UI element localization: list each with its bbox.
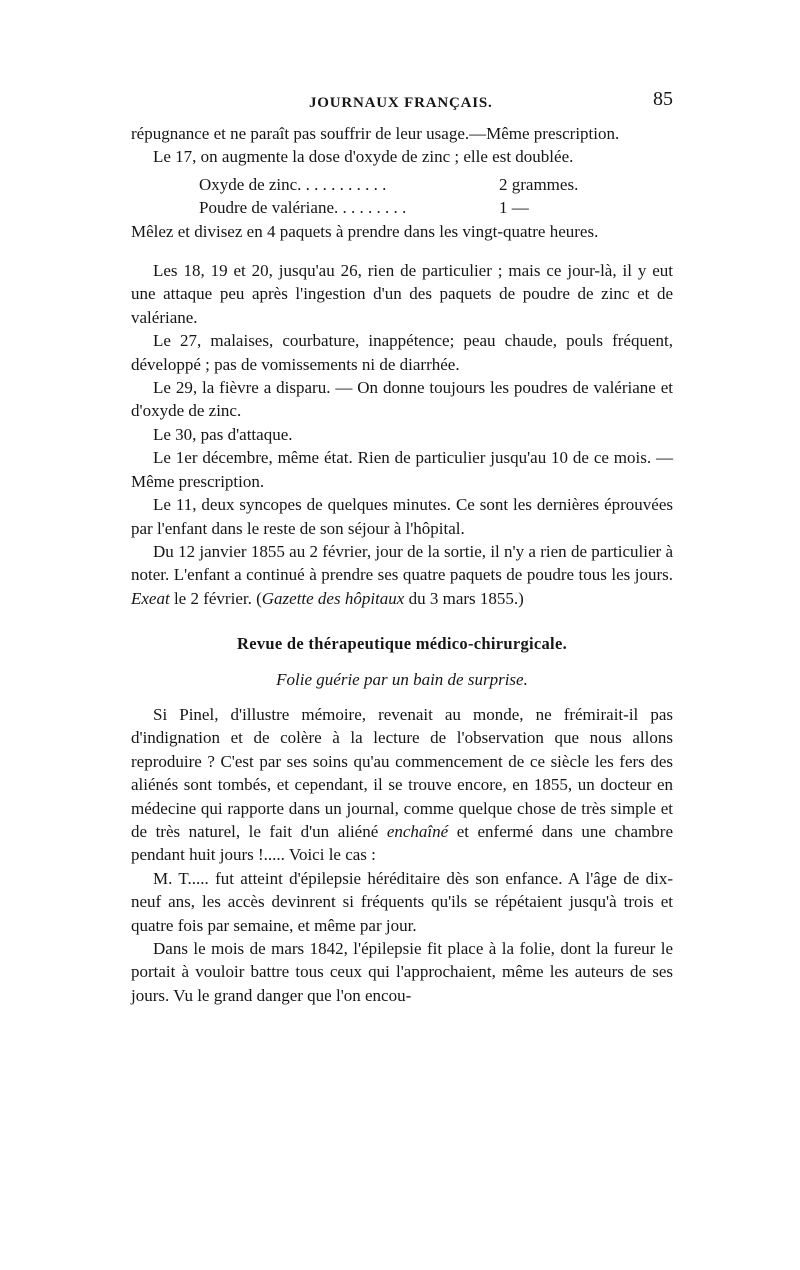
article-title: Folie guérie par un bain de surprise. [276,669,528,689]
book-page [131,88,673,1007]
paragraph: M. T..... fut atteint d'épilepsie héréditaire dès son enfance. A l'âge de dix-neuf ans, les accès devinrent si fréquents qu'ils se répétaient jusqu'à trois et quatre fois par semaine, et même par jour. [131,868,673,935]
page-header [131,88,673,118]
prescription [199,173,673,220]
running-title: JOURNAUX FRANÇAIS. [309,95,493,111]
emphasis: enchaîné [386,821,449,841]
paragraph: Le 29, la fièvre a disparu. — On donne toujours les poudres de valériane et d'oxyde de zinc. [131,378,673,421]
prescription-line [199,173,599,196]
section-title: Revue de thérapeutique médico-chirurgicale. [236,634,567,654]
paragraph [131,703,673,867]
paragraph: répugnance et ne paraît pas souffrir de leur usage.—Même prescription. [131,124,620,143]
paragraph-text: Du 12 janvier 1855 au 2 février, jour de la sortie, il n'y a rien de particulier à noter. L'enfant a continué à prendre ses quatre paquets de poudre tous les jours. [131,541,673,585]
ingredient-amount: 2 grammes. [499,174,579,194]
page-number: 85 [653,88,673,110]
paragraph: Le 1er décembre, même état. Rien de particulier jusqu'au 10 de ce mois. — Même prescription. [131,448,673,491]
paragraph-text: et enfermé dans une chambre pendant huit jours !..... Voici le cas : [131,821,673,865]
paragraph: Le 11, deux syncopes de quelques minutes. Ce sont les dernières éprouvées par l'enfant dans le reste de son séjour à l'hôpital. [131,495,673,538]
paragraph: Le 27, malaises, courbature, inappétence; peau chaude, pouls fréquent, développé ; pas de vomissements ni de diarrhée. [131,331,673,374]
paragraph: Le 30, pas d'attaque. [153,424,293,444]
exeat-term: Exeat [131,588,170,608]
ingredient-name: Oxyde de zinc. . . . . . . . . . . [199,174,387,194]
paragraph [131,540,673,610]
paragraph-text: Si Pinel, d'illustre mémoire, revenait au monde, ne frémirait-il pas d'indignation et de colère à la lecture de l'observation que nous allons reproduire ? C'est par ses soins qu'au commencement de ce siècle les fers des aliénés sont tombés, et cependant, il se trouve encore, en 1855, un docteur en médecine qui rapporte dans un journal, comme quelque chose de très simple et de très naturel, le fait d'un aliéné [131,704,673,841]
source-citation: Gazette des hôpitaux [261,588,405,608]
ingredient-name: Poudre de valériane. . . . . . . . . [199,198,407,218]
citation-date: du 3 mars 1855.) [408,588,524,608]
paragraph: Dans le mois de mars 1842, l'épilepsie fit place à la folie, dont la fureur le portait à vouloir battre tous ceux qui l'approchaient, même les auteurs de ses jours. Vu le grand danger que l'on encou- [131,939,673,1005]
paragraph: Les 18, 19 et 20, jusqu'au 26, rien de particulier ; mais ce jour-là, il y eut une attaque peu après l'ingestion d'un des paquets de poudre de zinc et de valériane. [131,261,673,327]
paragraph-text: le 2 février. ( [173,588,262,608]
paragraph: Le 17, on augmente la dose d'oxyde de zinc ; elle est doublée. [153,147,574,167]
prescription-line [199,196,599,219]
ingredient-amount: 1 — [499,198,529,218]
prescription-instruction: Mêlez et divisez en 4 paquets à prendre dans les vingt-quatre heures. [131,221,599,241]
